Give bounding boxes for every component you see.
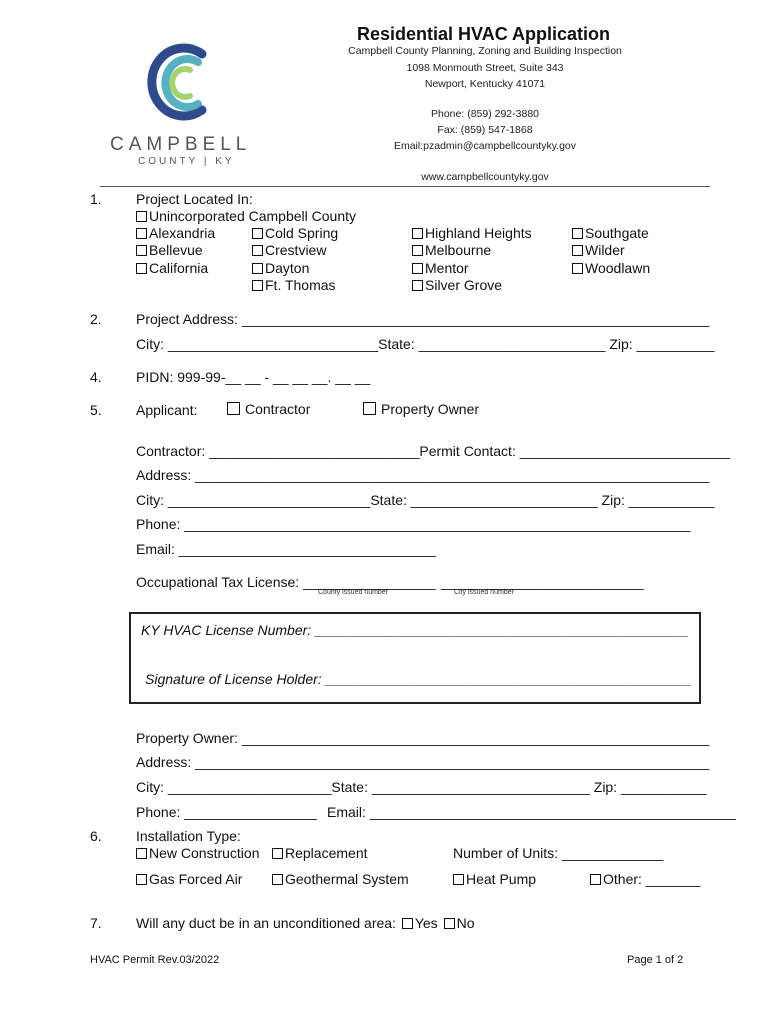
contractor-address-field[interactable]: Address: __________________________________________________________________: [136, 467, 710, 483]
checkbox[interactable]: [252, 245, 263, 256]
license-signature-field[interactable]: Signature of License Holder: _______________________________________________: [145, 671, 692, 687]
agency-email[interactable]: Email:pzadmin@campbellcountyky.gov: [393, 140, 577, 152]
option-alexandria[interactable]: Alexandria: [136, 225, 215, 241]
checkbox[interactable]: [252, 228, 263, 239]
footer-page-number: Page 1 of 2: [627, 954, 684, 966]
checkbox[interactable]: [136, 245, 147, 256]
option-replacement[interactable]: Replacement: [272, 845, 368, 861]
duct-question: Will any duct be in an unconditioned area: Yes No: [136, 915, 475, 931]
option-wilder[interactable]: Wilder: [572, 242, 625, 258]
checkbox[interactable]: [590, 874, 601, 885]
option-california[interactable]: California: [136, 260, 208, 276]
section-5-number: 5.: [90, 402, 102, 418]
checkbox[interactable]: [252, 280, 263, 291]
owner-email-field[interactable]: Email: _______________________________________________: [327, 804, 736, 820]
agency-name: Campbell County Planning, Zoning and Building Inspection: [348, 45, 622, 57]
page-title: Residential HVAC Application: [357, 24, 611, 44]
agency-street: 1098 Monmouth Street, Suite 343: [406, 62, 564, 74]
yes-label: Yes: [414, 915, 438, 931]
applicant-contractor-option[interactable]: Contractor: [227, 401, 310, 417]
option-new-construction[interactable]: New Construction: [136, 845, 260, 861]
applicant-owner-option[interactable]: Property Owner: [363, 401, 479, 417]
section-7-number: 7.: [90, 915, 102, 931]
section-1-number: 1.: [90, 191, 102, 207]
occupational-tax-city-field[interactable]: __________________________: [441, 574, 644, 590]
checkbox[interactable]: [136, 848, 147, 859]
no-checkbox[interactable]: [444, 918, 455, 929]
no-label: No: [456, 915, 475, 931]
option-melbourne[interactable]: Melbourne: [412, 242, 491, 258]
installation-type-label: Installation Type:: [136, 828, 241, 844]
option-bellevue[interactable]: Bellevue: [136, 242, 203, 258]
section-2-number: 2.: [90, 311, 102, 327]
yes-checkbox[interactable]: [402, 918, 413, 929]
option-heat-pump[interactable]: Heat Pump: [453, 871, 536, 887]
contractor-phone-field[interactable]: Phone: _________________________________________________________________: [136, 516, 691, 532]
checkbox[interactable]: [572, 228, 583, 239]
owner-address-field[interactable]: Address: __________________________________________________________________: [136, 754, 710, 770]
checkbox[interactable]: [453, 874, 464, 885]
checkbox[interactable]: [136, 874, 147, 885]
city-issued-caption: City issued number: [454, 589, 514, 596]
agency-website[interactable]: www.campbellcountyky.gov: [421, 171, 549, 183]
option-geothermal-system[interactable]: Geothermal System: [272, 871, 409, 887]
option-woodlawn[interactable]: Woodlawn: [572, 260, 650, 276]
checkbox[interactable]: [412, 228, 423, 239]
option-unincorporated[interactable]: Unincorporated Campbell County: [136, 208, 356, 224]
checkbox[interactable]: [136, 211, 147, 222]
section-4-number: 4.: [90, 369, 102, 385]
option-highland-heights[interactable]: Highland Heights: [412, 225, 532, 241]
checkbox[interactable]: [363, 402, 376, 415]
ky-license-field[interactable]: KY HVAC License Number: ________________________________________________: [141, 622, 689, 638]
project-address-field[interactable]: Project Address: ____________________________________________________________: [136, 311, 709, 327]
campbell-c-logo-icon: [140, 40, 220, 124]
occupational-tax-county-field[interactable]: Occupational Tax License: _________________: [136, 574, 436, 590]
option-cold-spring[interactable]: Cold Spring: [252, 225, 338, 241]
checkbox[interactable]: [136, 263, 147, 274]
checkbox[interactable]: [572, 245, 583, 256]
owner-city-state-zip-field[interactable]: City: _____________________State: ____________________________ Zip: ___________: [136, 779, 707, 795]
project-city-state-zip-field[interactable]: City: ___________________________State: ________________________ Zip: __________: [136, 336, 715, 352]
logo-subtitle: COUNTY | KY: [138, 156, 235, 167]
pidn-field[interactable]: PIDN: 999-99-__ __ - __ __ __. __ __: [136, 369, 371, 385]
project-located-label: Project Located In:: [136, 191, 253, 207]
option-dayton[interactable]: Dayton: [252, 260, 309, 276]
checkbox[interactable]: [412, 280, 423, 291]
checkbox[interactable]: [412, 263, 423, 274]
agency-phone: Phone: (859) 292-3880: [431, 108, 539, 120]
checkbox[interactable]: [136, 228, 147, 239]
property-owner-field[interactable]: Property Owner: ____________________________________________________________: [136, 730, 709, 746]
checkbox[interactable]: [272, 848, 283, 859]
applicant-label: Applicant:: [136, 402, 198, 418]
option-mentor[interactable]: Mentor: [412, 260, 469, 276]
agency-fax: Fax: (859) 547-1868: [437, 124, 533, 136]
checkbox[interactable]: [572, 263, 583, 274]
logo-name: CAMPBELL: [110, 134, 252, 155]
option-ft-thomas[interactable]: Ft. Thomas: [252, 277, 336, 293]
contractor-email-field[interactable]: Email: _________________________________: [136, 541, 436, 557]
contractor-field[interactable]: Contractor: ___________________________Permit Contact: ___________________________: [136, 443, 730, 459]
county-issued-caption: County issued number: [318, 589, 389, 596]
contractor-city-state-zip-field[interactable]: City: __________________________State: ________________________ Zip: ___________: [136, 492, 715, 508]
header-divider: [100, 186, 710, 187]
checkbox[interactable]: [252, 263, 263, 274]
option-southgate[interactable]: Southgate: [572, 225, 649, 241]
section-6-number: 6.: [90, 828, 102, 844]
option-gas-forced-air[interactable]: Gas Forced Air: [136, 871, 242, 887]
option-crestview[interactable]: Crestview: [252, 242, 326, 258]
agency-city: Newport, Kentucky 41071: [424, 78, 546, 90]
option-silver-grove[interactable]: Silver Grove: [412, 277, 502, 293]
owner-phone-field[interactable]: Phone: _________________: [136, 804, 317, 820]
number-of-units-field[interactable]: Number of Units: _____________: [453, 845, 664, 861]
checkbox[interactable]: [272, 874, 283, 885]
checkbox[interactable]: [412, 245, 423, 256]
option-other[interactable]: Other: _______: [590, 871, 700, 887]
checkbox[interactable]: [227, 402, 240, 415]
footer-revision: HVAC Permit Rev.03/2022: [90, 954, 220, 966]
